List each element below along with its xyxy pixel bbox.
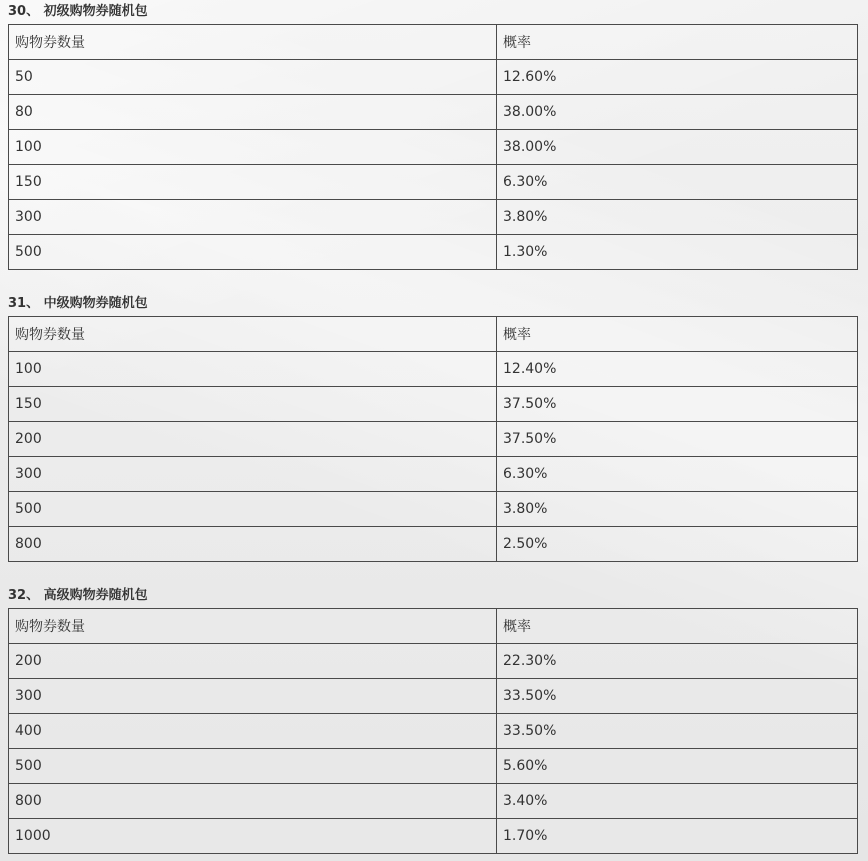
quantity-cell: 80 (9, 95, 497, 130)
table-row (9, 714, 858, 749)
section-intermediate-coupon-pack (8, 294, 858, 562)
probability-cell: 5.60% (497, 749, 858, 784)
probability-cell: 22.30% (497, 644, 858, 679)
quantity-cell: 500 (9, 235, 497, 270)
quantity-cell: 100 (9, 352, 497, 387)
quantity-cell: 800 (9, 784, 497, 819)
probability-cell: 1.30% (497, 235, 858, 270)
quantity-cell: 100 (9, 130, 497, 165)
probability-table (8, 608, 858, 854)
table-row (9, 492, 858, 527)
table-row (9, 130, 858, 165)
probability-cell: 12.60% (497, 60, 858, 95)
quantity-cell: 800 (9, 527, 497, 562)
section-title: 31、 中级购物券随机包 (8, 296, 148, 311)
table-header-row (9, 609, 858, 644)
quantity-cell: 200 (9, 644, 497, 679)
section-advanced-coupon-pack (8, 586, 858, 854)
table-row (9, 60, 858, 95)
probability-cell: 38.00% (497, 130, 858, 165)
probability-cell: 37.50% (497, 387, 858, 422)
header-quantity: 购物券数量 (9, 25, 497, 60)
quantity-cell: 150 (9, 387, 497, 422)
table-row (9, 679, 858, 714)
quantity-cell: 200 (9, 422, 497, 457)
probability-cell: 3.40% (497, 784, 858, 819)
table-row (9, 749, 858, 784)
header-probability: 概率 (497, 609, 858, 644)
table-row (9, 527, 858, 562)
section-title: 32、 高级购物券随机包 (8, 588, 148, 603)
probability-cell: 3.80% (497, 492, 858, 527)
table-row (9, 819, 858, 854)
table-header-row (9, 317, 858, 352)
probability-cell: 6.30% (497, 165, 858, 200)
table-row (9, 95, 858, 130)
header-probability: 概率 (497, 25, 858, 60)
quantity-cell: 1000 (9, 819, 497, 854)
probability-table (8, 316, 858, 562)
header-quantity: 购物券数量 (9, 609, 497, 644)
quantity-cell: 500 (9, 492, 497, 527)
table-row (9, 387, 858, 422)
section-basic-coupon-pack (8, 2, 858, 270)
table-row (9, 457, 858, 492)
probability-cell: 38.00% (497, 95, 858, 130)
table-row (9, 352, 858, 387)
probability-cell: 3.80% (497, 200, 858, 235)
probability-cell: 12.40% (497, 352, 858, 387)
quantity-cell: 150 (9, 165, 497, 200)
probability-cell: 37.50% (497, 422, 858, 457)
table-row (9, 165, 858, 200)
quantity-cell: 300 (9, 200, 497, 235)
probability-cell: 33.50% (497, 679, 858, 714)
table-header-row (9, 25, 858, 60)
header-probability: 概率 (497, 317, 858, 352)
quantity-cell: 300 (9, 457, 497, 492)
quantity-cell: 300 (9, 679, 497, 714)
table-row (9, 644, 858, 679)
probability-cell: 1.70% (497, 819, 858, 854)
section-title: 30、 初级购物券随机包 (8, 4, 148, 19)
quantity-cell: 500 (9, 749, 497, 784)
header-quantity: 购物券数量 (9, 317, 497, 352)
table-row (9, 784, 858, 819)
quantity-cell: 400 (9, 714, 497, 749)
quantity-cell: 50 (9, 60, 497, 95)
probability-cell: 2.50% (497, 527, 858, 562)
probability-cell: 33.50% (497, 714, 858, 749)
table-row (9, 235, 858, 270)
table-row (9, 200, 858, 235)
probability-cell: 6.30% (497, 457, 858, 492)
table-row (9, 422, 858, 457)
probability-table (8, 24, 858, 270)
